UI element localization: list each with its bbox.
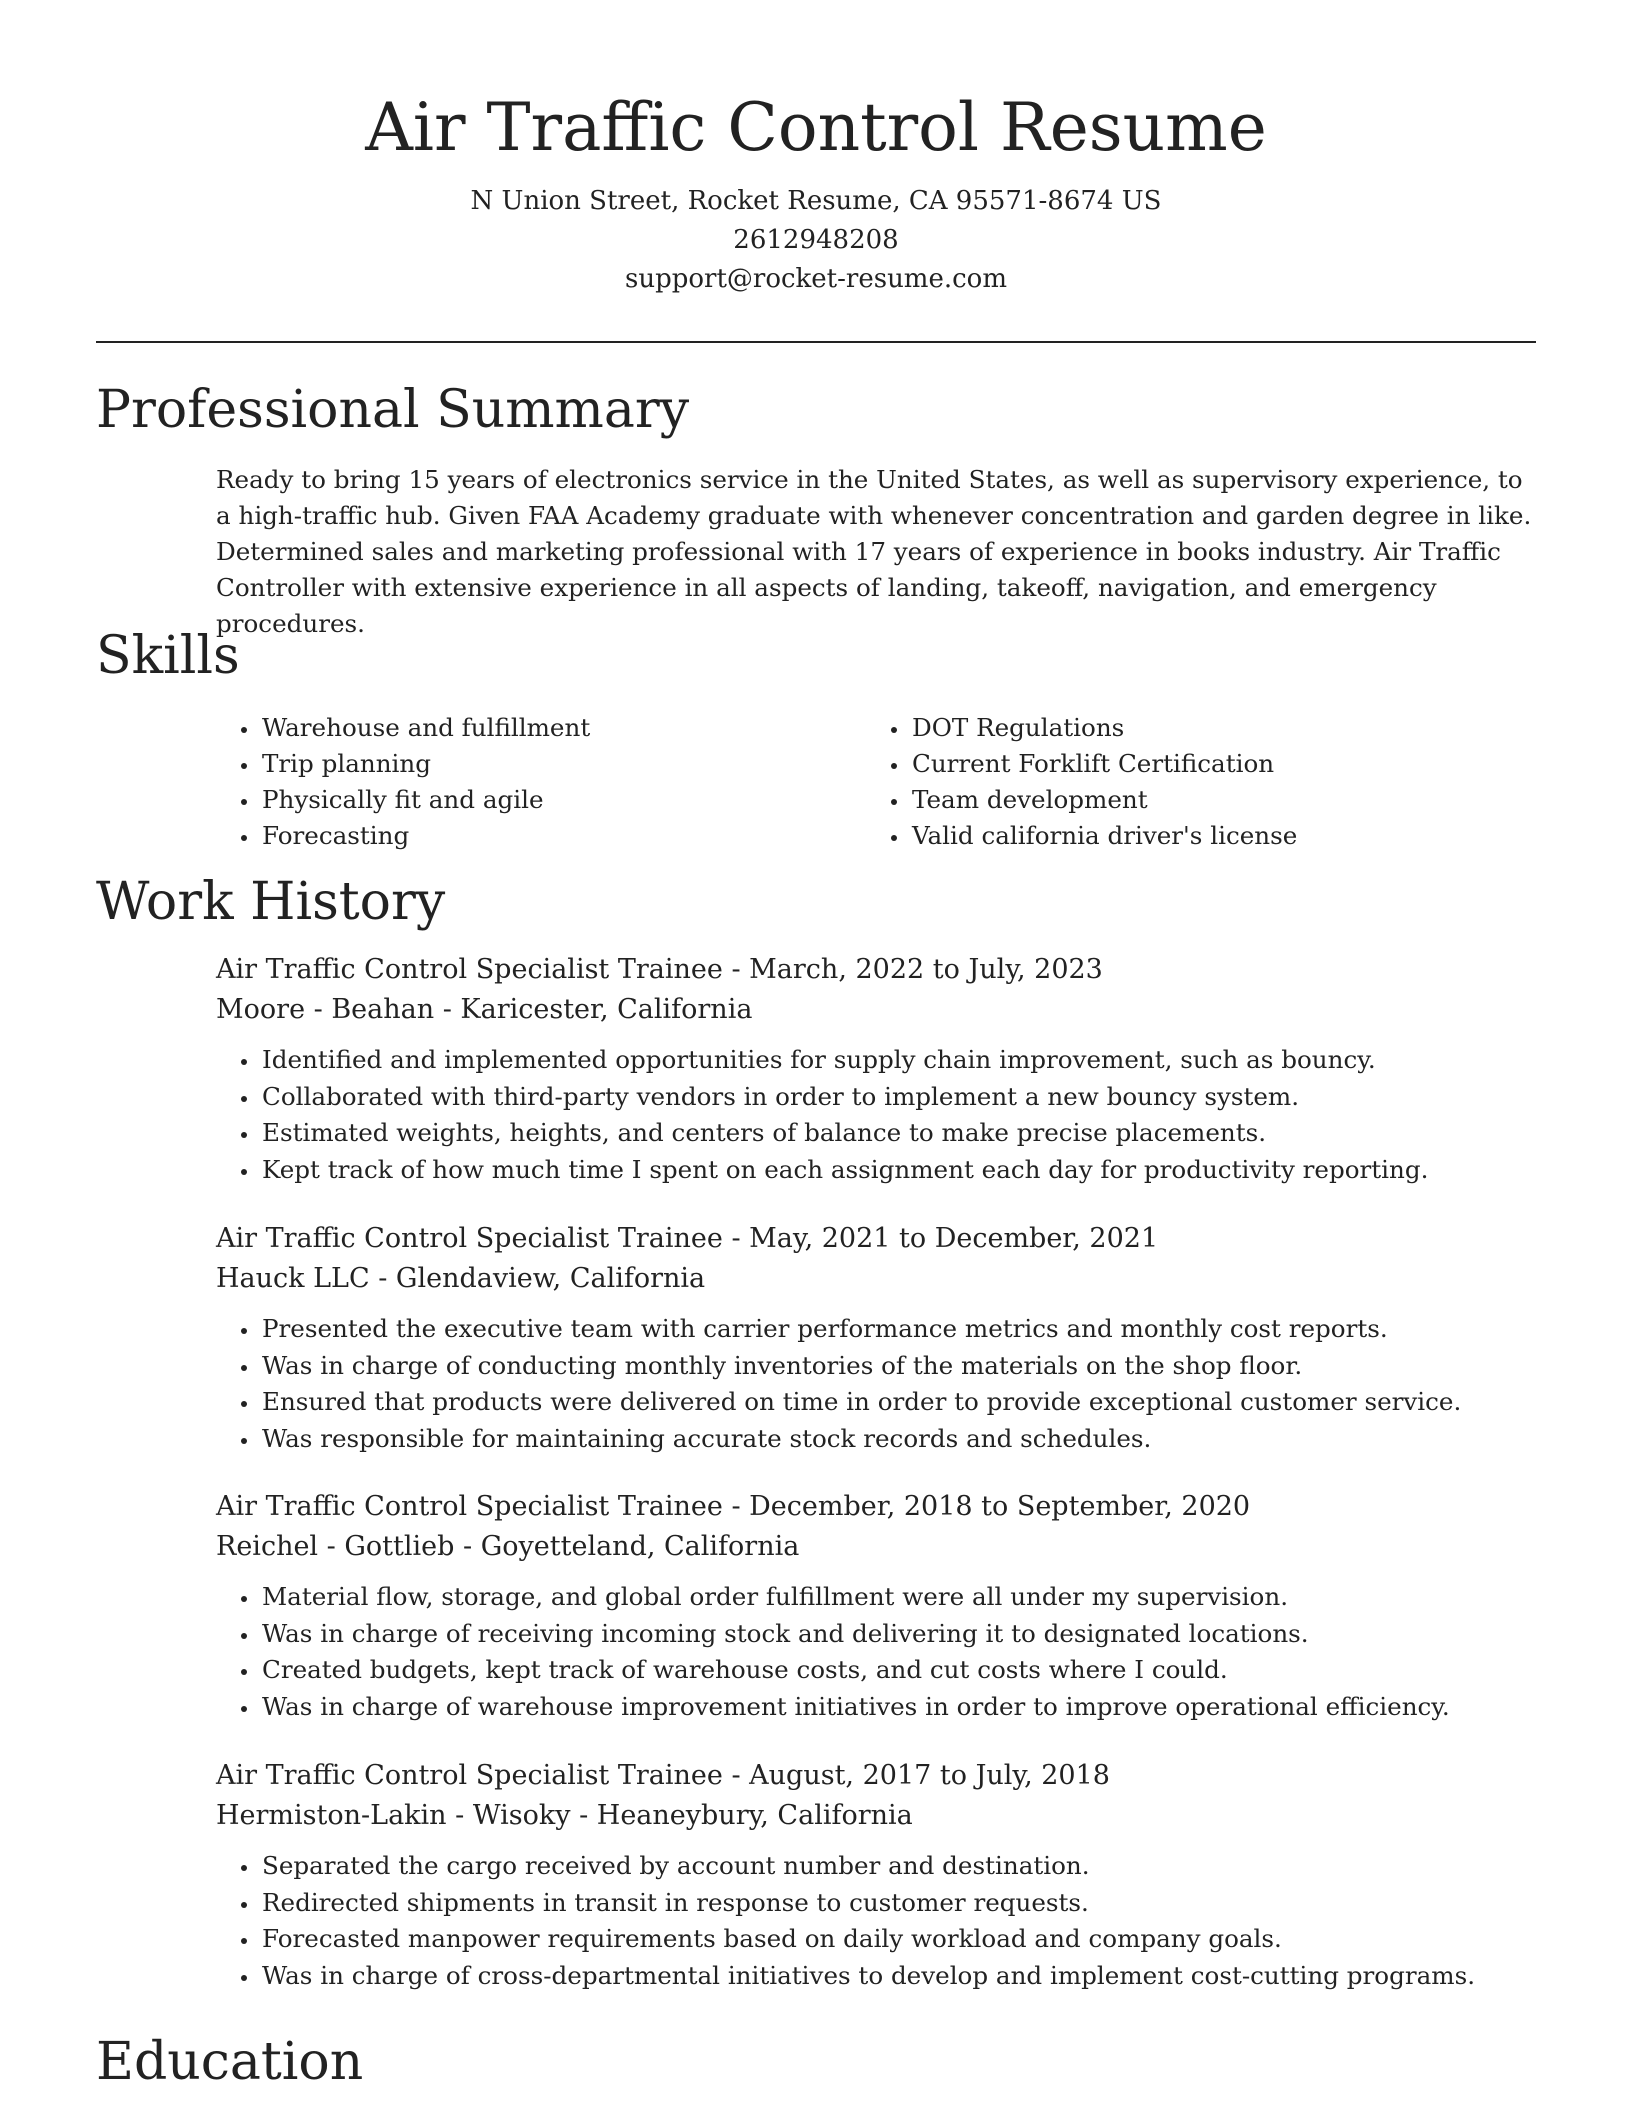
job-bullets	[216, 1042, 1536, 1188]
work-history-heading: Work History	[96, 872, 446, 932]
job-bullet: • Kept track of how much time I spent on each assignment each day for productivity reporting.	[260, 1152, 1536, 1189]
job-company: Hermiston-Lakin - Wisoky	[216, 1800, 571, 1831]
skill-item: • Team development	[910, 782, 1516, 818]
job-entry	[216, 1219, 1536, 1457]
resume-header	[0, 80, 1632, 299]
job-location: Goyetteland, California	[480, 1531, 800, 1562]
job-location: Karicester, California	[460, 994, 753, 1025]
job-title: Air Traffic Control Specialist Trainee	[216, 1491, 723, 1522]
skills-column-left	[216, 710, 866, 854]
job-title-line: Air Traffic Control Specialist Trainee - March, 2022 to July, 2023	[216, 954, 1103, 985]
resume-title: Air Traffic Control Resume	[365, 89, 1267, 166]
job-bullet: • Identified and implemented opportunities for supply chain improvement, such as bouncy.	[260, 1042, 1536, 1079]
job-dates: August, 2017 to July, 2018	[749, 1760, 1110, 1791]
job-bullets	[216, 1579, 1536, 1725]
job-title-line: Air Traffic Control Specialist Trainee - May, 2021 to December, 2021	[216, 1223, 1159, 1254]
skill-item: • Valid california driver's license	[910, 818, 1516, 854]
job-bullets	[216, 1848, 1536, 1994]
job-location: Glendaview, California	[395, 1263, 706, 1294]
job-dates: March, 2022 to July, 2023	[749, 954, 1103, 985]
skill-item: • DOT Regulations	[910, 710, 1516, 746]
job-company: Hauck LLC	[216, 1263, 370, 1294]
summary-text: Ready to bring 15 years of electronics service in the United States, as well as supervisory experience, to a high-traffic hub. Given FAA Academy graduate with whenever concentration and garden degree in like. Determined sales and marketing professional with 17 years of experience in books industry. Air Traffic Controller with extensive experience in all aspects of landing, takeoff, navigation, and emergency procedures.	[216, 465, 1532, 638]
job-company-line: Hauck LLC - Glendaview, California	[216, 1263, 706, 1294]
job-title: Air Traffic Control Specialist Trainee	[216, 1760, 723, 1791]
job-title-line: Air Traffic Control Specialist Trainee - August, 2017 to July, 2018	[216, 1760, 1110, 1791]
education-heading: Education	[96, 2032, 364, 2092]
skills-column-right	[866, 710, 1516, 854]
job-bullet: • Was in charge of receiving incoming stock and delivering it to designated locations.	[260, 1616, 1536, 1653]
job-bullet: • Collaborated with third-party vendors in order to implement a new bouncy system.	[260, 1079, 1536, 1116]
job-dates: December, 2018 to September, 2020	[749, 1491, 1251, 1522]
job-bullet: • Was in charge of conducting monthly inventories of the materials on the shop floor.	[260, 1348, 1536, 1385]
job-bullet: • Presented the executive team with carrier performance metrics and monthly cost reports.	[260, 1311, 1536, 1348]
header-divider	[96, 341, 1536, 343]
job-location: Heaneybury, California	[596, 1800, 913, 1831]
skills-heading: Skills	[96, 626, 240, 686]
job-bullet: • Was in charge of cross-departmental initiatives to develop and implement cost-cutting programs.	[260, 1958, 1536, 1995]
job-bullet: • Material flow, storage, and global order fulfillment were all under my supervision.	[260, 1579, 1536, 1616]
skill-item: • Warehouse and fulfillment	[260, 710, 866, 746]
address: N Union Street, Rocket Resume, CA 95571-8674 US	[470, 186, 1162, 216]
job-company: Moore - Beahan	[216, 994, 435, 1025]
job-company-line: Reichel - Gottlieb - Goyetteland, California	[216, 1531, 800, 1562]
job-bullet: • Redirected shipments in transit in response to customer requests.	[260, 1885, 1536, 1922]
skill-item: • Trip planning	[260, 746, 866, 782]
job-title: Air Traffic Control Specialist Trainee	[216, 954, 723, 985]
job-bullet: • Was in charge of warehouse improvement initiatives in order to improve operational efficiency.	[260, 1689, 1536, 1726]
job-bullet: • Ensured that products were delivered on time in order to provide exceptional customer service.	[260, 1384, 1536, 1421]
summary-heading: Professional Summary	[96, 380, 690, 440]
job-bullet: • Was responsible for maintaining accurate stock records and schedules.	[260, 1421, 1536, 1458]
job-entry	[216, 1756, 1536, 1994]
job-title-line: Air Traffic Control Specialist Trainee - December, 2018 to September, 2020	[216, 1491, 1251, 1522]
email: support@rocket-resume.com	[624, 264, 1007, 294]
phone: 2612948208	[733, 225, 899, 255]
job-bullet: • Forecasted manpower requirements based on daily workload and company goals.	[260, 1921, 1536, 1958]
job-company: Reichel - Gottlieb	[216, 1531, 455, 1562]
skill-item: • Physically fit and agile	[260, 782, 866, 818]
skill-item: • Current Forklift Certification	[910, 746, 1516, 782]
job-dates: May, 2021 to December, 2021	[749, 1223, 1159, 1254]
job-bullet: • Estimated weights, heights, and centers of balance to make precise placements.	[260, 1115, 1536, 1152]
job-company-line: Hermiston-Lakin - Wisoky - Heaneybury, California	[216, 1800, 913, 1831]
job-title: Air Traffic Control Specialist Trainee	[216, 1223, 723, 1254]
job-bullets	[216, 1311, 1536, 1457]
job-entry	[216, 1487, 1536, 1725]
job-bullet: • Created budgets, kept track of warehouse costs, and cut costs where I could.	[260, 1652, 1536, 1689]
skills-list	[216, 710, 1536, 854]
job-company-line: Moore - Beahan - Karicester, California	[216, 994, 753, 1025]
job-entry	[216, 950, 1536, 1188]
skill-item: • Forecasting	[260, 818, 866, 854]
job-bullet: • Separated the cargo received by account number and destination.	[260, 1848, 1536, 1885]
